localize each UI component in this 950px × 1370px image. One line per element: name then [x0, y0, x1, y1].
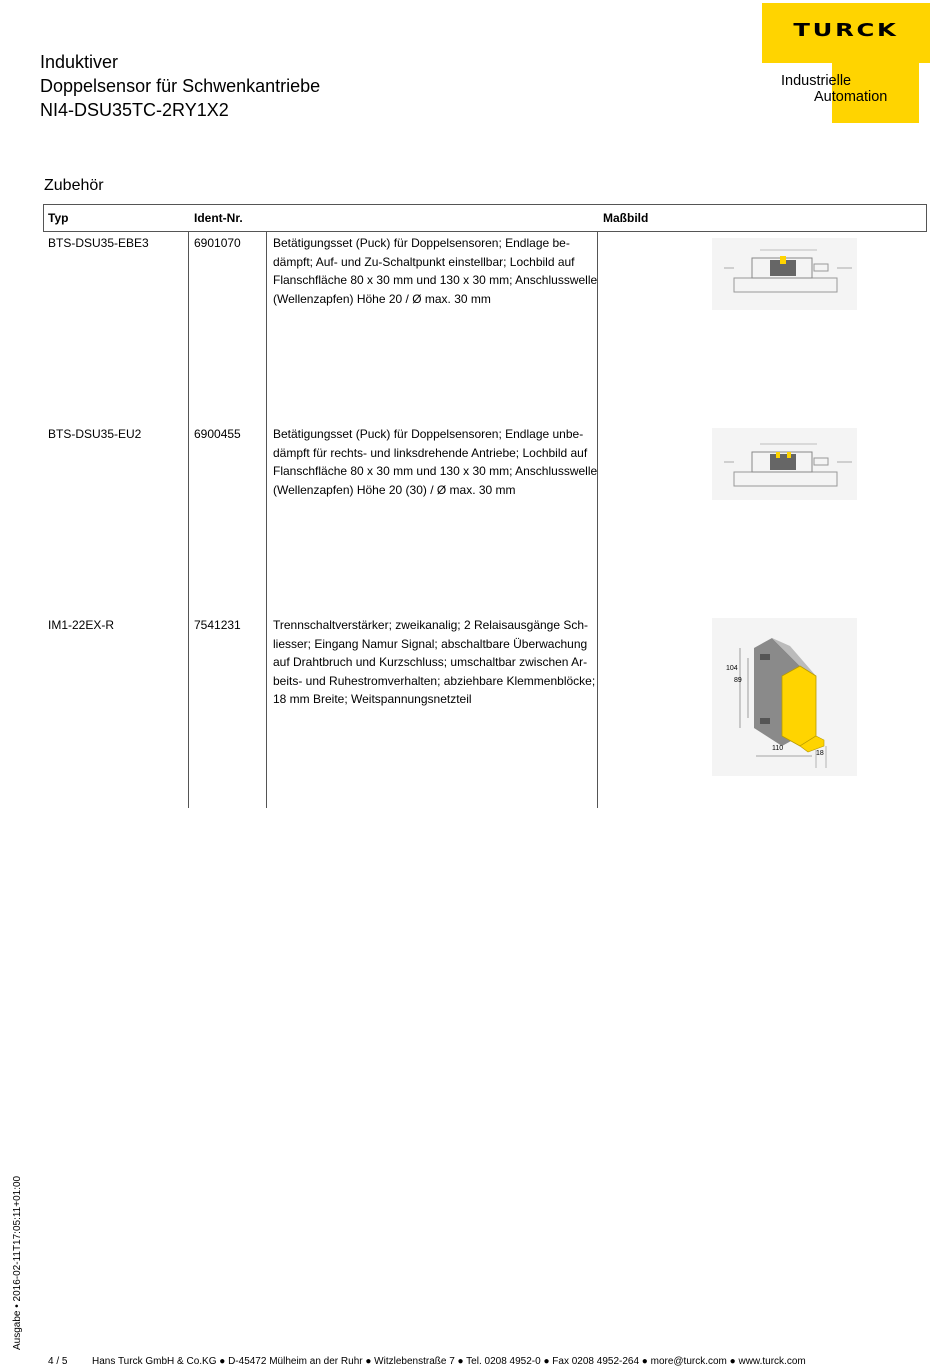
row2-typ: BTS-DSU35-EU2 — [48, 427, 142, 441]
column-divider — [597, 232, 598, 808]
row3-desc-line: Trennschaltverstärker; zweikanalig; 2 Relaisausgänge Sch- — [273, 618, 589, 632]
row3-description — [273, 616, 598, 709]
page-number: 4 / 5 — [48, 1356, 68, 1367]
logo-tagline — [781, 73, 887, 105]
header-typ: Typ — [48, 211, 69, 225]
row2-desc-line: dämpft für rechts- und linksdrehende Antriebe; Lochbild auf — [273, 445, 588, 460]
page-footer — [48, 1356, 806, 1367]
header-massbild: Maßbild — [603, 211, 649, 225]
company-address: Hans Turck GmbH & Co.KG ● D-45472 Mülheim an der Ruhr ● Witzlebenstraße 7 ● Tel. 0208 4952-0 ● Fax 0208 4952-264 ● more@turck.com ● www.turck.com — [92, 1356, 806, 1367]
title-line-2: Doppelsensor für Schwenkantriebe — [40, 76, 321, 96]
title-line-1: Induktiver — [40, 52, 119, 72]
row2-desc-line: Betätigungsset (Puck) für Doppelsensoren; Endlage unbe- — [273, 427, 584, 441]
row3-desc-line: liesser; Eingang Namur Signal; abschaltbare Überwachung — [273, 636, 588, 651]
row3-desc-line: 18 mm Breite; Weitspannungsnetzteil — [273, 692, 472, 706]
row1-typ: BTS-DSU35-EBE3 — [48, 236, 149, 250]
logo-tagline-line1: Industrielle — [781, 73, 852, 89]
row2-desc-line: (Wellenzapfen) Höhe 20 (30) / Ø max. 30 mm — [273, 482, 516, 497]
row1-description — [273, 234, 598, 308]
table-header — [43, 204, 927, 232]
dim-height-total: 104 — [726, 665, 738, 672]
row3-desc-line: beits- und Ruhestromverhalten; abziehbare Klemmenblöcke; — [273, 673, 596, 688]
row3-desc-line: auf Drahtbruch und Kurzschluss; umschaltbar zwischen Ar- — [273, 655, 588, 669]
row1-ident: 6901070 — [194, 236, 241, 250]
logo-tagline-line2: Automation — [814, 89, 888, 105]
dim-height-inner: 89 — [734, 677, 742, 684]
row1-dimension-drawing — [712, 238, 857, 310]
row2-description — [273, 425, 598, 499]
row3-ident: 7541231 — [194, 618, 241, 632]
edition-stamp: Ausgabe • 2016-02-11T17:05:11+01:00 — [12, 1175, 23, 1350]
row1-desc-line: (Wellenzapfen) Höhe 20 / Ø max. 30 mm — [273, 291, 491, 306]
row1-desc-line: Betätigungsset (Puck) für Doppelsensoren; Endlage be- — [273, 236, 570, 250]
row1-desc-line: Flanschfläche 80 x 30 mm und 130 x 30 mm; Anschlusswelle — [273, 273, 598, 287]
column-divider — [188, 232, 189, 808]
brand-logo: TURCK — [793, 20, 899, 41]
dim-width: 18 — [816, 750, 824, 757]
section-title: Zubehör — [44, 177, 104, 194]
row2-ident: 6900455 — [194, 427, 241, 441]
dim-depth: 110 — [772, 745, 784, 752]
document-title — [40, 50, 320, 122]
column-divider — [266, 232, 267, 808]
row3-dimension-drawing — [712, 618, 857, 776]
row2-desc-line: Flanschfläche 80 x 30 mm und 130 x 30 mm; Anschlusswelle — [273, 464, 598, 478]
header-ident: Ident-Nr. — [194, 211, 243, 225]
row3-typ: IM1-22EX-R — [48, 618, 115, 632]
row1-desc-line: dämpft; Auf- und Zu-Schaltpunkt einstellbar; Lochbild auf — [273, 254, 575, 269]
row2-dimension-drawing — [712, 428, 857, 500]
title-line-3: NI4-DSU35TC-2RY1X2 — [40, 100, 229, 120]
